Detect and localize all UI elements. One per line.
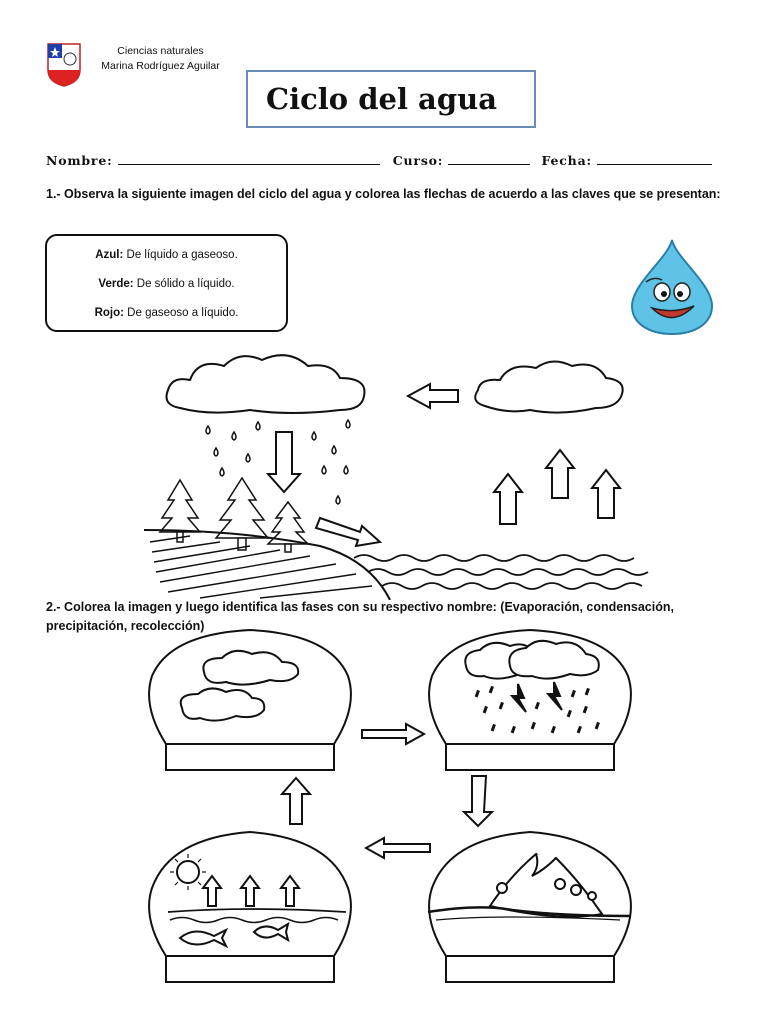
evaporation-arrow [592,470,620,518]
page-title: Ciclo del agua [266,82,497,116]
school-shield-logo [46,42,82,88]
color-key-box [45,234,288,332]
key-text: De líquido a gaseoso. [126,249,238,261]
sea-waves [354,555,648,589]
question-2: 2.- Colorea la imagen y luego identifica las fases con su respectivo nombre: (Evaporación, condensación, precipitación, recolección) [46,600,674,633]
runoff-arrow [316,518,380,546]
question-1: 1.- Observa la siguiente imagen del ciclo del agua y colorea las flechas de acuerdo a las claves que se presentan: [46,187,721,201]
key-item-blue [47,249,286,261]
header-text [88,44,233,74]
name-field[interactable] [118,152,380,165]
arrow-left-bottom [366,838,430,858]
evaporation-arrow [494,474,522,524]
water-drop-mascot-icon [622,236,722,336]
date-label: Fecha: [541,153,592,168]
rain-cloud [167,355,365,413]
cloud-right [475,361,622,412]
name-label: Nombre: [46,153,113,168]
hill-hatching [150,536,372,598]
arrow-down-right [464,776,492,826]
course-field[interactable] [448,152,530,165]
arrow-up-left [282,778,310,824]
precipitation-arrow [268,432,300,492]
key-text: De gaseoso a líquido. [127,307,239,319]
key-color: Verde: [98,278,134,290]
course-label: Curso: [392,153,444,168]
label-box-3 [166,956,334,982]
teacher-label: Marina Rodríguez Aguilar [101,60,220,72]
label-box-2 [446,744,614,770]
globe-collection [428,832,631,982]
label-box-4 [446,956,614,982]
key-item-green [47,278,286,290]
student-info-line [46,152,726,168]
water-cycle-phases [140,626,650,996]
date-field[interactable] [597,152,712,165]
condensation-arrow [408,384,458,408]
globe-precipitation [429,630,631,770]
key-item-red [47,307,286,319]
label-box-1 [166,744,334,770]
water-cycle-diagram [140,350,665,600]
globe-condensation [149,630,351,770]
title-box [246,70,536,128]
arrow-right-top [362,724,424,744]
globe-evaporation [149,832,351,982]
evaporation-arrow [546,450,574,498]
subject-label: Ciencias naturales [117,45,204,57]
key-text: De sólido a líquido. [136,278,235,290]
key-color: Azul: [95,249,124,261]
key-color: Rojo: [94,307,124,319]
